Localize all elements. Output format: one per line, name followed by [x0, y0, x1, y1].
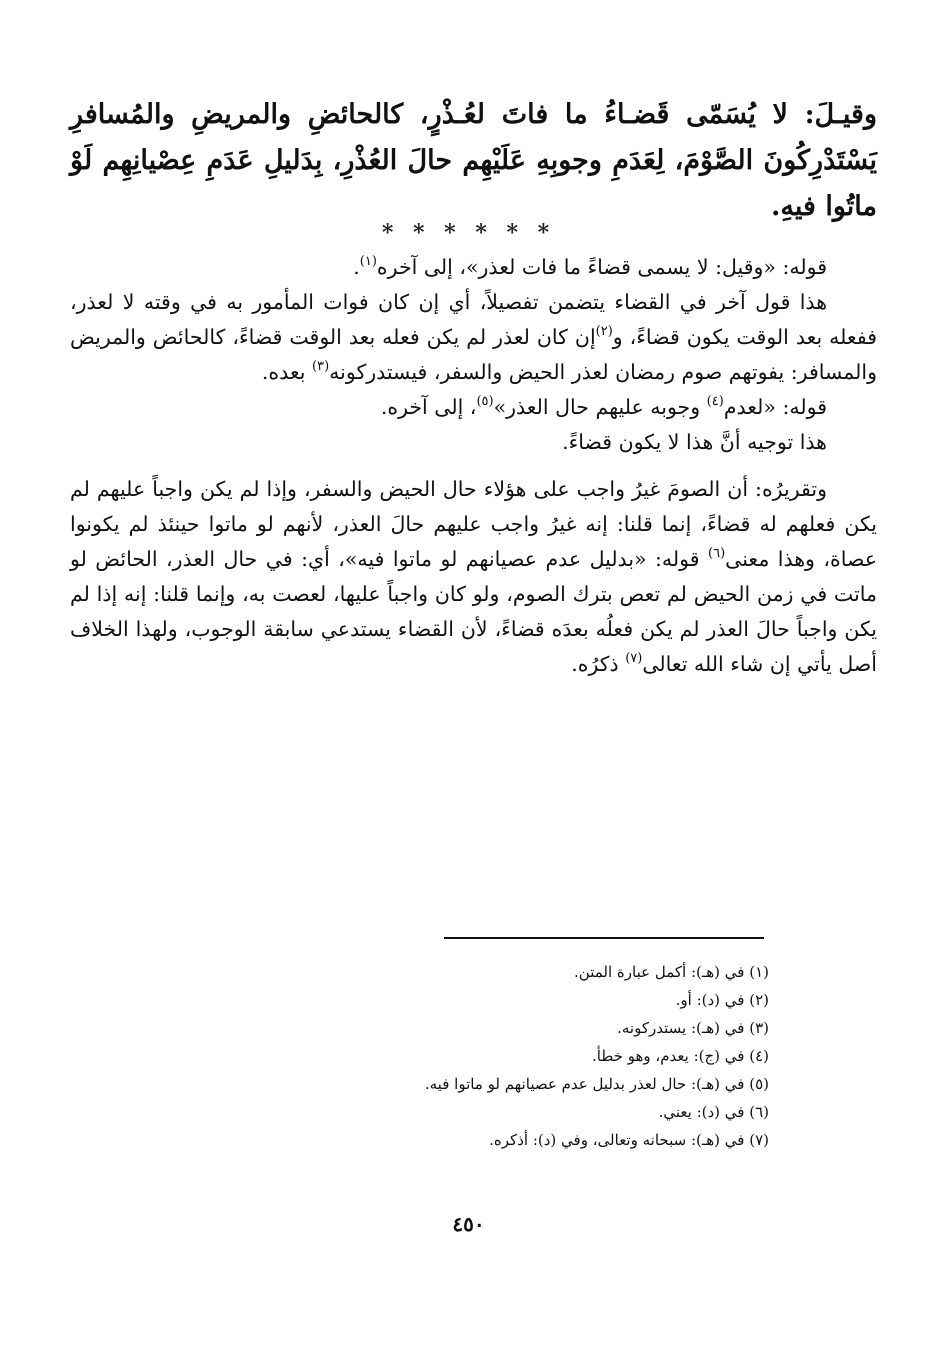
page-number: ٤٥٠: [452, 1212, 485, 1236]
matn-text: وقيـلَ: لا يُسَمّى قَضـاءُ ما فاتَ لعُـذْرٍ، كالحائضِ والمريضِ والمُسافرِ يَسْتَدْرِكُونَ الصَّوْمَ، لِعَدَمِ وجوبِهِ عَلَيْهِم حالَ العُذْرِ، بِدَليلِ عَدَمِ عِصْيانِهِم لَوْ ماتُوا فيهِ.: [70, 99, 877, 222]
paragraph-2-text-a: هذا قول آخر في القضاء يتضمن تفصيلاً، أي إن كان فوات المأمور به في وقته لا لعذر، ففعله بعد الوقت يكون قضاءً، و: [70, 290, 877, 349]
footnote-ref-7: (٧): [625, 651, 643, 666]
footnote-4: (٤) في (ج): يعدم، وهو خطأ.: [592, 1047, 769, 1065]
paragraph-1-end: .: [353, 255, 360, 279]
paragraph-5-text-c: ذكرُه.: [571, 652, 619, 676]
footnote-divider: [444, 937, 764, 939]
paragraph-3-text-b: وجوبه عليهم حال العذر»: [493, 395, 701, 419]
footnotes: [200, 958, 769, 1154]
paragraph-5: [70, 472, 877, 682]
footnote-6: (٦) في (د): يعني.: [658, 1103, 769, 1121]
footnote-5: (٥) في (هـ): حال لعذر بدليل عدم عصيانهم لو ماتوا فيه.: [424, 1075, 769, 1093]
paragraph-2: [70, 285, 877, 390]
footnote-ref-3: (٣): [312, 359, 330, 374]
paragraph-5-text-a: وتقريرُه: أن الصومَ غيرُ واجب على هؤلاء حال الحيض والسفر، وإذا لم يكن واجباً عليهم لم يكن فعلهم له قضاءً، إنما قلنا: إنه غيرُ واجب عليهم حالَ العذر، لأنهم لو ماتوا حينئذ لم يكونوا عصاة، وهذا معنى: [70, 477, 877, 571]
footnote-ref-2: (٢): [595, 324, 613, 339]
paragraph-2-text-c: بعده.: [261, 360, 306, 384]
paragraph-1-text: قوله: «وقيل: لا يسمى قضاءً ما فات لعذر»، إلى آخره: [376, 255, 827, 279]
footnote-ref-4: (٤): [706, 394, 724, 409]
paragraph-2-text-b: إن كان لعذر لم يكن فعله بعد الوقت قضاءً، كالحائض والمريض والمسافر: يفوتهم صوم رمضان لعذر الحيض والسفر، فيستدركونه: [70, 325, 877, 384]
section-separator: * * * * * *: [381, 220, 556, 246]
paragraph-3: [70, 390, 877, 425]
paragraph-4: هذا توجيه أنَّ هذا لا يكون قضاءً.: [562, 430, 827, 454]
footnote-ref-1: (١): [359, 254, 377, 269]
paragraph-3-text-a: قوله: «لعدم: [723, 395, 827, 419]
footnote-1: (١) في (هـ): أكمل عبارة المتن.: [574, 963, 769, 981]
paragraph-5-text-b: قوله: «بدليل عدم عصيانهم لو ماتوا فيه»، أي: في حال العذر، الحائض لو ماتت في زمن الحيض لم تعص بترك الصوم، ولو كان واجباً عليها، لعصت به، وإنما قلنا: إنه إذا لم يكن واجباً حالَ العذر لم يكن فعلُه بعدَه قضاءً، لأن القضاء يستدعي سابقة الوجوب، ولهذا الخلاف أصل يأتي إن شاء الله تعالى: [70, 547, 877, 676]
footnote-ref-5: (٥): [476, 394, 494, 409]
paragraph-1: [70, 250, 877, 285]
footnote-2: (٢) في (د): أو.: [675, 991, 769, 1009]
paragraph-3-text-c: ، إلى آخره.: [380, 395, 477, 419]
commentary-body: [70, 250, 877, 682]
footnote-7: (٧) في (هـ): سبحانه وتعالى، وفي (د): أذكره.: [489, 1131, 769, 1149]
footnote-ref-6: (٦): [708, 546, 726, 561]
footnote-3: (٣) في (هـ): يستدركونه.: [617, 1019, 769, 1037]
